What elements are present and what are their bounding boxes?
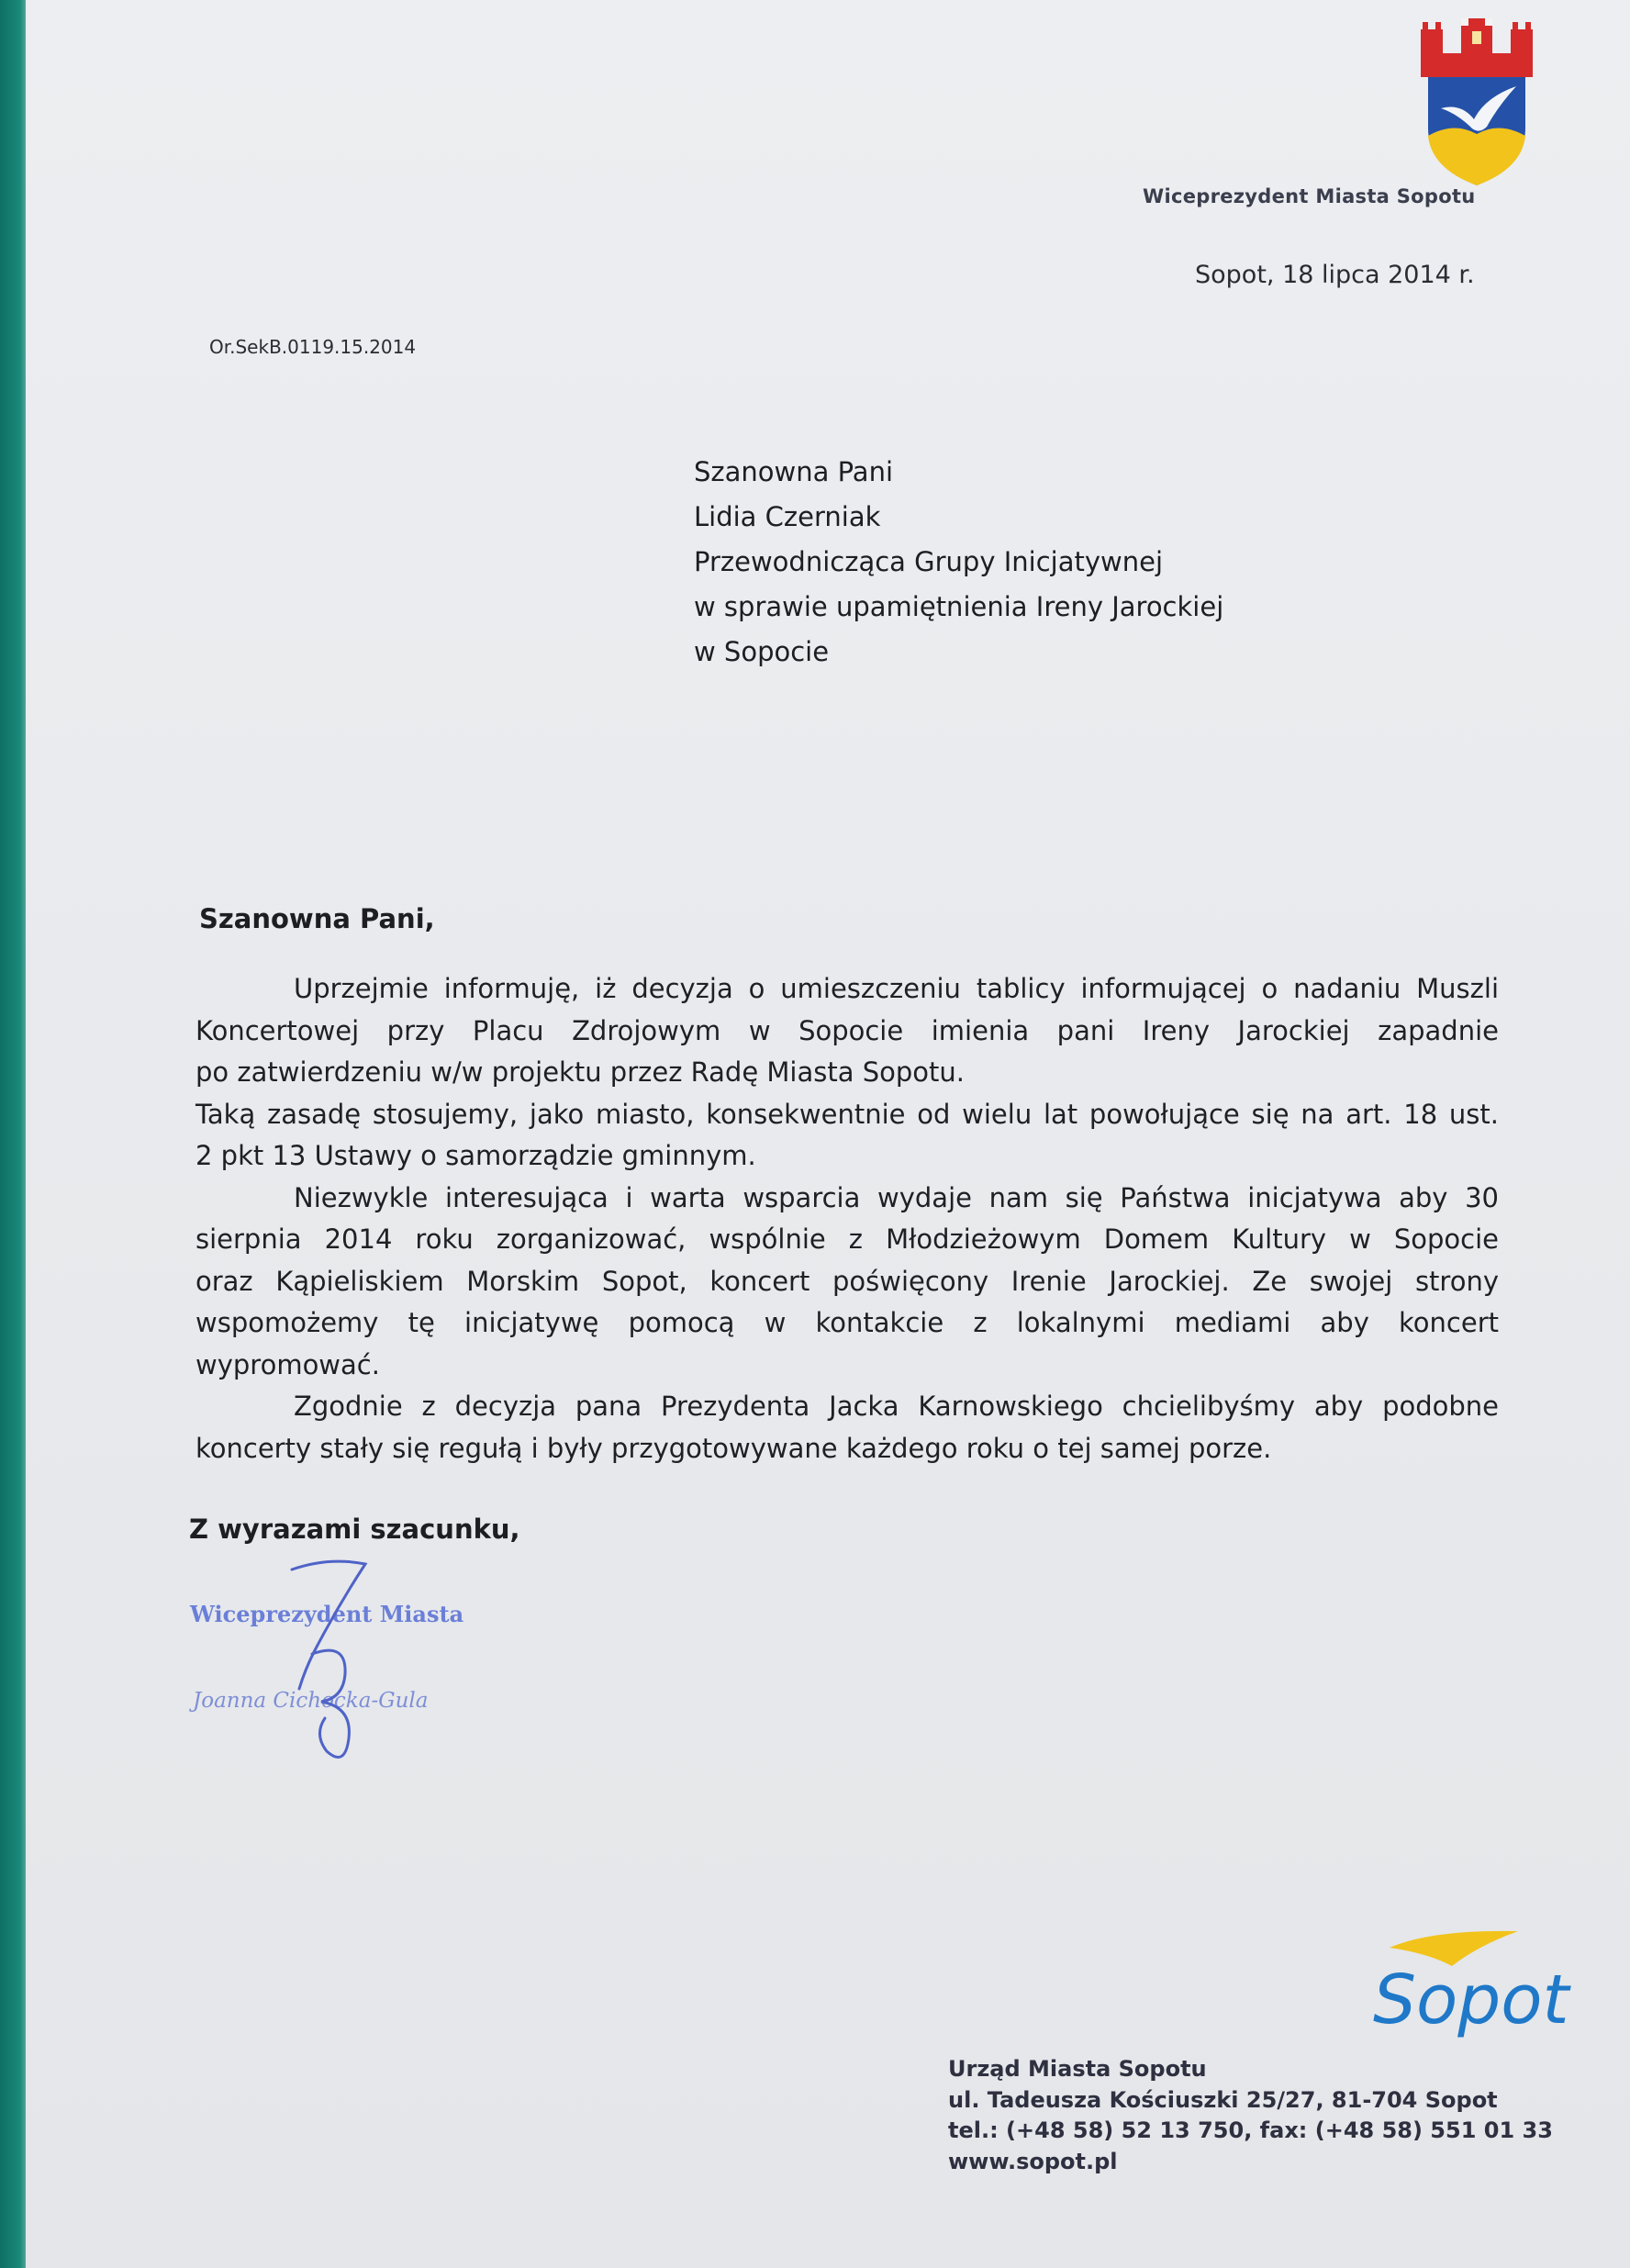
addressee-line: w sprawie upamiętnienia Ireny Jarockiej	[694, 591, 1224, 622]
addressee-line: Szanowna Pani	[694, 456, 894, 487]
office-address: ul. Tadeusza Kościuszki 25/27, 81-704 Sopot	[948, 2086, 1498, 2113]
addressee-line: w Sopocie	[694, 636, 830, 667]
sopot-logo	[1368, 1926, 1569, 2045]
body-line: Taką zasadę stosujemy, jako miasto, konsekwentnie od wielu lat powołujące się na art. 18 ust.	[195, 1098, 1499, 1130]
reference-number: Or.SekB.0119.15.2014	[209, 336, 417, 358]
body-line: koncerty stały się regułą i były przygotowywane każdego roku o tej samej porze.	[195, 1432, 1272, 1464]
letter-date: Sopot, 18 lipca 2014 r.	[1195, 261, 1475, 289]
body-line: Koncertowej przy Placu Zdrojowym w Sopocie imienia pani Ireny Jarockiej zapadnie	[195, 1014, 1499, 1046]
office-name: Urząd Miasta Sopotu	[948, 2056, 1207, 2082]
body-line: oraz Kąpieliskiem Morskim Sopot, koncert poświęcony Irenie Jarockiej. Ze swojej strony	[195, 1265, 1499, 1297]
addressee-line: Przewodnicząca Grupy Inicjatywnej	[694, 546, 1163, 577]
handwritten-signature	[257, 1551, 422, 1771]
stamp-name: Joanna Cichocka-Gula	[193, 1689, 429, 1713]
sender-title: Wiceprezydent Miasta Sopotu	[1143, 185, 1476, 207]
addressee-line: Lidia Czerniak	[694, 501, 881, 532]
addressee-block	[694, 450, 1223, 675]
stamp-title: Wiceprezydent Miasta	[190, 1601, 464, 1627]
office-phone: tel.: (+48 58) 52 13 750, fax: (+48 58) 551 01 33	[948, 2117, 1553, 2143]
letter-body	[195, 968, 1499, 1469]
body-line: sierpnia 2014 roku zorganizować, wspólnie z Młodzieżowym Domem Kultury w Sopocie	[195, 1223, 1499, 1255]
logo-text: Sopot	[1373, 1961, 1569, 2039]
body-line: wspomożemy tę inicjatywę pomocą w kontakcie z lokalnymi mediami aby koncert	[195, 1307, 1499, 1338]
salutation: Szanowna Pani,	[199, 903, 435, 934]
sopot-coat-of-arms-icon	[1421, 18, 1533, 187]
body-line: Niezwykle interesująca i warta wsparcia wydaje nam się Państwa inicjatywa aby 30	[294, 1181, 1499, 1213]
office-website: www.sopot.pl	[948, 2148, 1118, 2174]
closing-phrase: Z wyrazami szacunku,	[189, 1514, 520, 1545]
body-line: Uprzejmie informuję, iż decyzja o umieszczeniu tablicy informującej o nadaniu Muszli	[294, 973, 1499, 1004]
body-line: wypromować.	[195, 1348, 380, 1380]
body-line: 2 pkt 13 Ustawy o samorządzie gminnym.	[195, 1140, 756, 1171]
body-line: po zatwierdzeniu w/w projektu przez Radę Miasta Sopotu.	[195, 1056, 965, 1088]
body-line: Zgodnie z decyzja pana Prezydenta Jacka Karnowskiego chcielibyśmy aby podobne	[294, 1391, 1499, 1422]
office-contact	[948, 2054, 1553, 2177]
